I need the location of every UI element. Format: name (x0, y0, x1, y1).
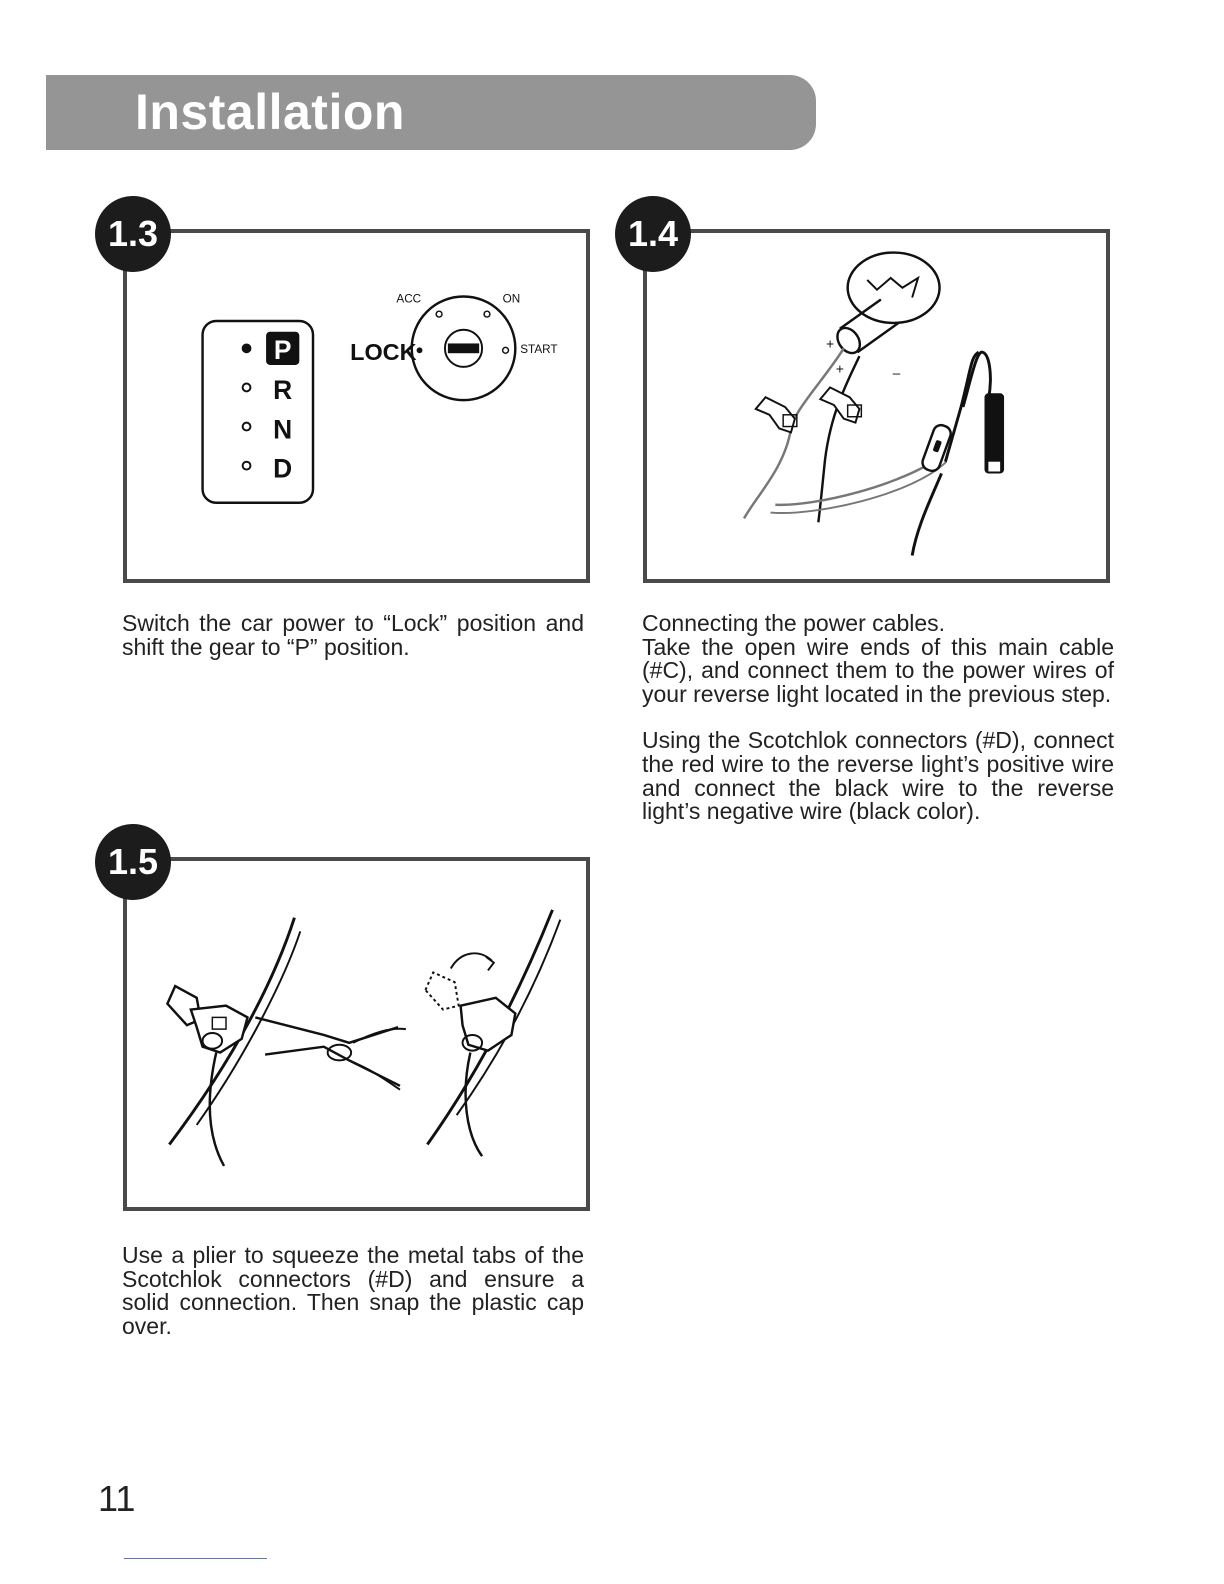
page-number: 11 (98, 1478, 136, 1519)
step-1-5-figure (123, 857, 590, 1211)
step-1-4-paragraph-2: Using the Scotchlok connectors (#D), connect the red wire to the reverse light’s positive wire and connect the black wire to the reverse light’s negative wire (black color). (642, 727, 1114, 825)
scotchlok-open-connector (167, 986, 247, 1052)
negative-wire-label: – (892, 365, 901, 381)
step-1-4-instructions (642, 612, 1114, 824)
step-1-5-instructions (122, 1244, 584, 1338)
positive-wire-label: + (835, 361, 844, 377)
step-1-3-figure (123, 229, 590, 583)
step-1-4-paragraph-1: Take the open wire ends of this main cable (#C), and connect them to the power wires of your reverse light located in the previous step. (642, 633, 1114, 707)
positive-terminal-label: + (826, 336, 835, 352)
step-badge-1-5: 1.5 (95, 824, 171, 900)
step-1-5-paragraph: Use a plier to squeeze the metal tabs of the Scotchlok connectors (#D) and ensure a solid connection. Then snap the plastic cap over. (122, 1242, 584, 1339)
plier-icon (255, 1017, 406, 1089)
ignition-lock-label: LOCK (350, 339, 417, 366)
gear-d-label: D (273, 453, 293, 484)
power-cable-illustration (647, 233, 1106, 579)
step-1-4-heading: Connecting the power cables. (642, 610, 946, 636)
step-badge-1-3: 1.3 (95, 196, 171, 272)
scotchlok-connector-left (756, 397, 797, 432)
step-1-3-instructions (122, 612, 584, 659)
ignition-acc-label: ACC (396, 292, 422, 306)
step-1-4-figure (643, 229, 1110, 583)
gear-p-label: P (273, 335, 292, 366)
step-1-3-paragraph: Switch the car power to “Lock” position and shift the gear to “P” position. (122, 610, 584, 660)
gear-r-label: R (273, 375, 293, 406)
gear-ignition-illustration (127, 233, 586, 579)
gear-n-label: N (273, 414, 293, 445)
section-title: Installation (135, 84, 405, 140)
scotchlok-connector-right (820, 387, 861, 422)
section-header (46, 75, 816, 150)
ignition-on-label: ON (502, 292, 521, 306)
plier-squeeze-illustration (127, 861, 586, 1207)
scotchlok-closed-connector (425, 953, 515, 1050)
step-badge-1-4: 1.4 (615, 196, 691, 272)
ignition-start-label: START (520, 343, 558, 357)
footer-divider (124, 1558, 267, 1559)
